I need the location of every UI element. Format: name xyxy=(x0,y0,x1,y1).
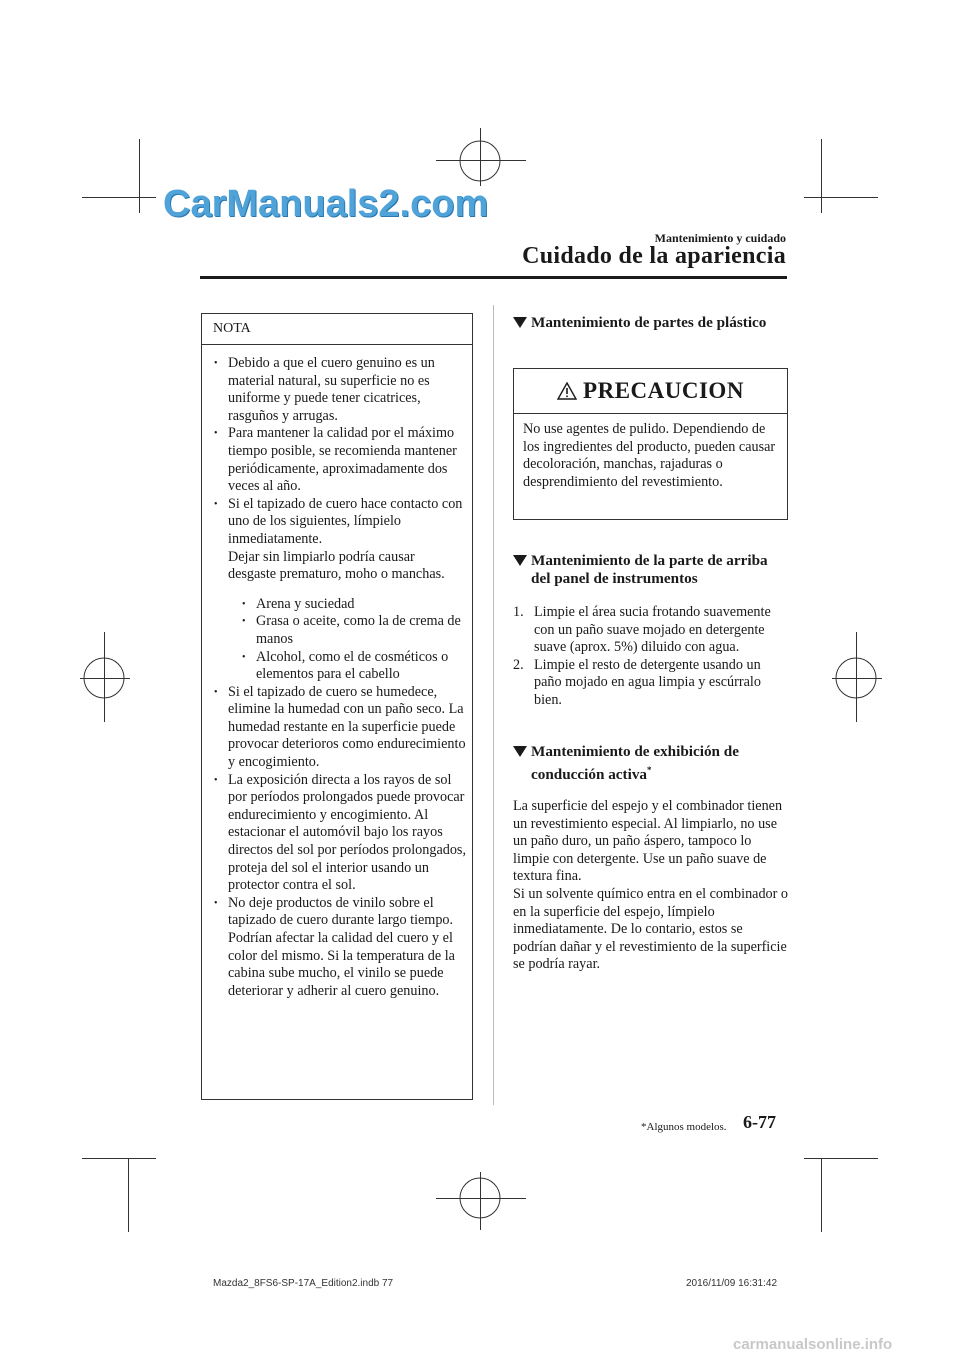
print-file-info: Mazda2_8FS6-SP-17A_Edition2.indb 77 xyxy=(213,1278,394,1289)
note-item: • No deje productos de vinilo sobre el tapizado de cuero durante largo tiempo. Podrían afectar la calidad del cuero y el color del mismo. Si la temperatura de la cabina sube mucho, el vinilo se puede deteriorar y adherir al cuero genuino. xyxy=(228,895,466,1001)
note-subitem: • Arena y suciedad xyxy=(256,596,466,614)
triangle-bullet-icon xyxy=(513,746,527,757)
section-title-display: Mantenimiento de exhibición de conducción activa* xyxy=(513,743,788,784)
section-header: Mantenimiento y cuidado xyxy=(654,231,786,245)
column-divider xyxy=(493,305,494,1105)
page-title: Cuidado de la apariencia xyxy=(522,243,786,269)
step-item: 1. Limpie el área sucia frotando suavemente con un paño suave mojado en detergente suave (aprox. 5%) diluido con agua. xyxy=(513,604,771,656)
display-paragraph: Si un solvente químico entra en el combinador o en la superficie del espejo, límpielo inmediatamente. De lo contario, estos se podrían dañar y el revestimiento de la superficie se podría rayar. xyxy=(513,886,789,973)
note-item: • Si el tapizado de cuero hace contacto con uno de los siguientes, límpielo inmediatamente. Dejar sin limpiarlo podría causar desgaste prematuro, moho o manchas. • Arena y suciedad • Grasa o aceite, como la de crema de manos • Alcohol, como el de cosméticos o elementos para el cabello xyxy=(228,496,466,684)
watermark-logo: CarManuals2.com xyxy=(163,183,489,225)
note-heading: NOTA xyxy=(202,314,472,345)
registration-target-icon xyxy=(82,656,126,700)
site-watermark: carmanualsonline.info xyxy=(733,1336,893,1353)
section-title-dashboard: Mantenimiento de la parte de arriba del panel de instrumentos xyxy=(513,552,788,588)
registration-target-icon xyxy=(458,1176,502,1220)
dashboard-steps xyxy=(513,604,788,710)
note-list xyxy=(202,345,472,1000)
section-title-plastic: Mantenimiento de partes de plástico xyxy=(513,314,788,332)
note-subitem: • Grasa o aceite, como la de crema de manos xyxy=(256,613,466,648)
note-item: • Para mantener la calidad por el máximo tiempo posible, se recomienda mantener periódicamente, aproximadamente dos veces al año. xyxy=(228,425,466,495)
note-item-extra: Dejar sin limpiarlo podría causar desgaste prematuro, moho o manchas. xyxy=(228,548,445,583)
triangle-bullet-icon xyxy=(513,317,527,328)
note-item: • Debido a que el cuero genuino es un material natural, su superficie no es uniforme y puede tener cicatrices, rasguños y arrugas. xyxy=(228,355,466,425)
caution-box xyxy=(513,368,788,520)
page-number: 6-77 xyxy=(743,1112,776,1132)
caution-heading: PRECAUCION xyxy=(514,369,787,414)
note-item: • La exposición directa a los rayos de sol por períodos prolongados puede provocar endurecimiento y encogimiento. Al estacionar el automóvil bajo los rayos directos del sol por períodos prolongados, proteja del sol el interior usando un protector contra el sol. xyxy=(228,772,466,895)
note-box xyxy=(201,313,473,1100)
note-sublist xyxy=(242,596,466,684)
registration-target-icon xyxy=(834,656,878,700)
note-subitem: • Alcohol, como el de cosméticos o elementos para el cabello xyxy=(256,649,466,684)
step-item: 2. Limpie el resto de detergente usando un paño mojado en agua limpia y escúrralo bien. xyxy=(513,656,761,708)
caution-text: No use agentes de pulido. Dependiendo de los ingredientes del producto, pueden causar decoloración, manchas, rajaduras o desprendimiento del revestimiento. xyxy=(523,421,776,490)
print-date-info: 2016/11/09 16:31:42 xyxy=(686,1278,778,1289)
display-paragraph: La superficie del espejo y el combinador tienen un revestimiento especial. Al limpiarlo, no use un paño duro, un paño áspero, tampoco lo limpie con detergente. Use un paño suave de textura fina. xyxy=(513,798,783,885)
triangle-bullet-icon xyxy=(513,555,527,566)
note-item: • Si el tapizado de cuero se humedece, elimine la humedad con un paño seco. La humedad restante en la superficie puede provocar deterioros como endurecimiento y encogimiento. xyxy=(228,684,466,772)
registration-target-icon xyxy=(458,139,502,183)
warning-icon xyxy=(557,382,577,400)
header-rule xyxy=(200,276,787,279)
footnote-some-models: *Algunos modelos. xyxy=(641,1121,727,1133)
